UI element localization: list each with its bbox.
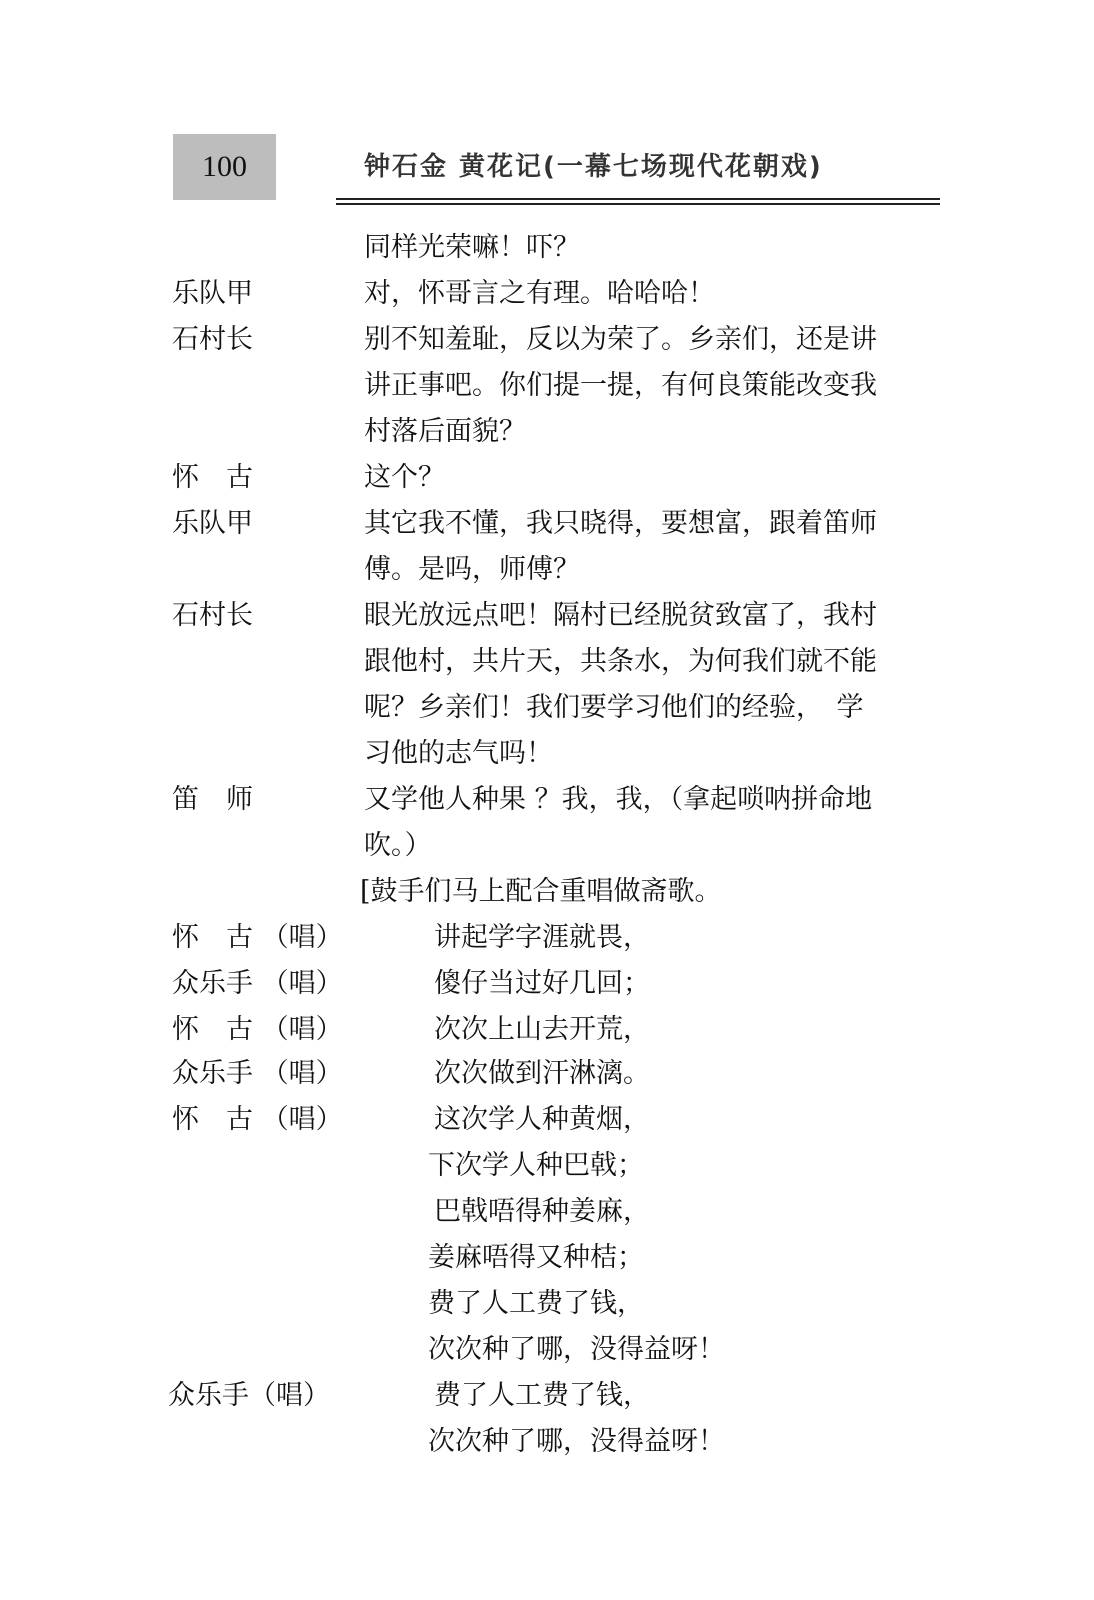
speaker-label: 乐队甲	[172, 278, 253, 309]
page-number-box	[173, 134, 276, 200]
lyric-line: 下次学人种巴戟；	[428, 1150, 644, 1181]
singer-label: 怀 古 （唱）	[172, 922, 343, 953]
lyric-line: 费了人工费了钱，	[428, 1288, 644, 1319]
dialogue-line: 跟他村，共片天，共条水，为何我们就不能	[364, 646, 877, 677]
lyric-line: 傻仔当过好几回；	[434, 968, 650, 999]
singer-label: 众乐手（唱）	[168, 1380, 330, 1411]
lyric-line: 这次学人种黄烟，	[434, 1104, 650, 1135]
speaker-label: 笛 师	[172, 784, 253, 815]
dialogue-line: 对，怀哥言之有理。哈哈哈！	[364, 278, 715, 309]
dialogue-line: 呢？乡亲们！我们要学习他们的经验， 学	[364, 692, 864, 723]
lyric-line: 讲起学字涯就畏，	[434, 922, 650, 953]
lyric-line: 巴戟唔得种姜麻，	[434, 1196, 650, 1227]
page-number: 100	[202, 150, 247, 183]
lyric-line: 费了人工费了钱，	[434, 1380, 650, 1411]
header-rule-bottom	[336, 203, 940, 205]
singer-label: 众乐手 （唱）	[172, 968, 343, 999]
dialogue-line: 同样光荣嘛！吓？	[364, 232, 580, 263]
header-rule-top	[336, 198, 940, 200]
dialogue-line: 又学他人种果 ？我，我，（拿起唢呐拼命地	[364, 784, 873, 815]
lyric-line: 次次上山去开荒，	[434, 1014, 650, 1045]
dialogue-line: 眼光放远点吧！隔村已经脱贫致富了，我村	[364, 600, 877, 631]
dialogue-line: 别不知羞耻，反以为荣了。乡亲们，还是讲	[364, 324, 877, 355]
lyric-line: 次次做到汗淋漓。	[434, 1058, 650, 1089]
running-title: 钟石金 黄花记(一幕七场现代花朝戏)	[364, 152, 823, 182]
dialogue-line: 习他的志气吗！	[364, 738, 553, 769]
speaker-label: 石村长	[172, 600, 253, 631]
dialogue-line: 村落后面貌？	[364, 416, 526, 447]
lyric-line: 次次种了哪，没得益呀！	[428, 1334, 725, 1365]
dialogue-line: 这个？	[364, 462, 445, 493]
dialogue-line: 傅。是吗，师傅？	[364, 554, 580, 585]
stage-direction: [鼓手们马上配合重唱做斋歌。	[360, 876, 722, 907]
speaker-label: 乐队甲	[172, 508, 253, 539]
speaker-label: 怀 古	[172, 462, 253, 493]
speaker-label: 石村长	[172, 324, 253, 355]
lyric-line: 姜麻唔得又种桔；	[428, 1242, 644, 1273]
dialogue-line: 吹。）	[364, 830, 432, 861]
dialogue-line: 其它我不懂，我只晓得，要想富，跟着笛师	[364, 508, 877, 539]
lyric-line: 次次种了哪，没得益呀！	[428, 1426, 725, 1457]
singer-label: 怀 古 （唱）	[172, 1104, 343, 1135]
singer-label: 众乐手 （唱）	[172, 1058, 343, 1089]
singer-label: 怀 古 （唱）	[172, 1014, 343, 1045]
dialogue-line: 讲正事吧。你们提一提，有何良策能改变我	[364, 370, 877, 401]
